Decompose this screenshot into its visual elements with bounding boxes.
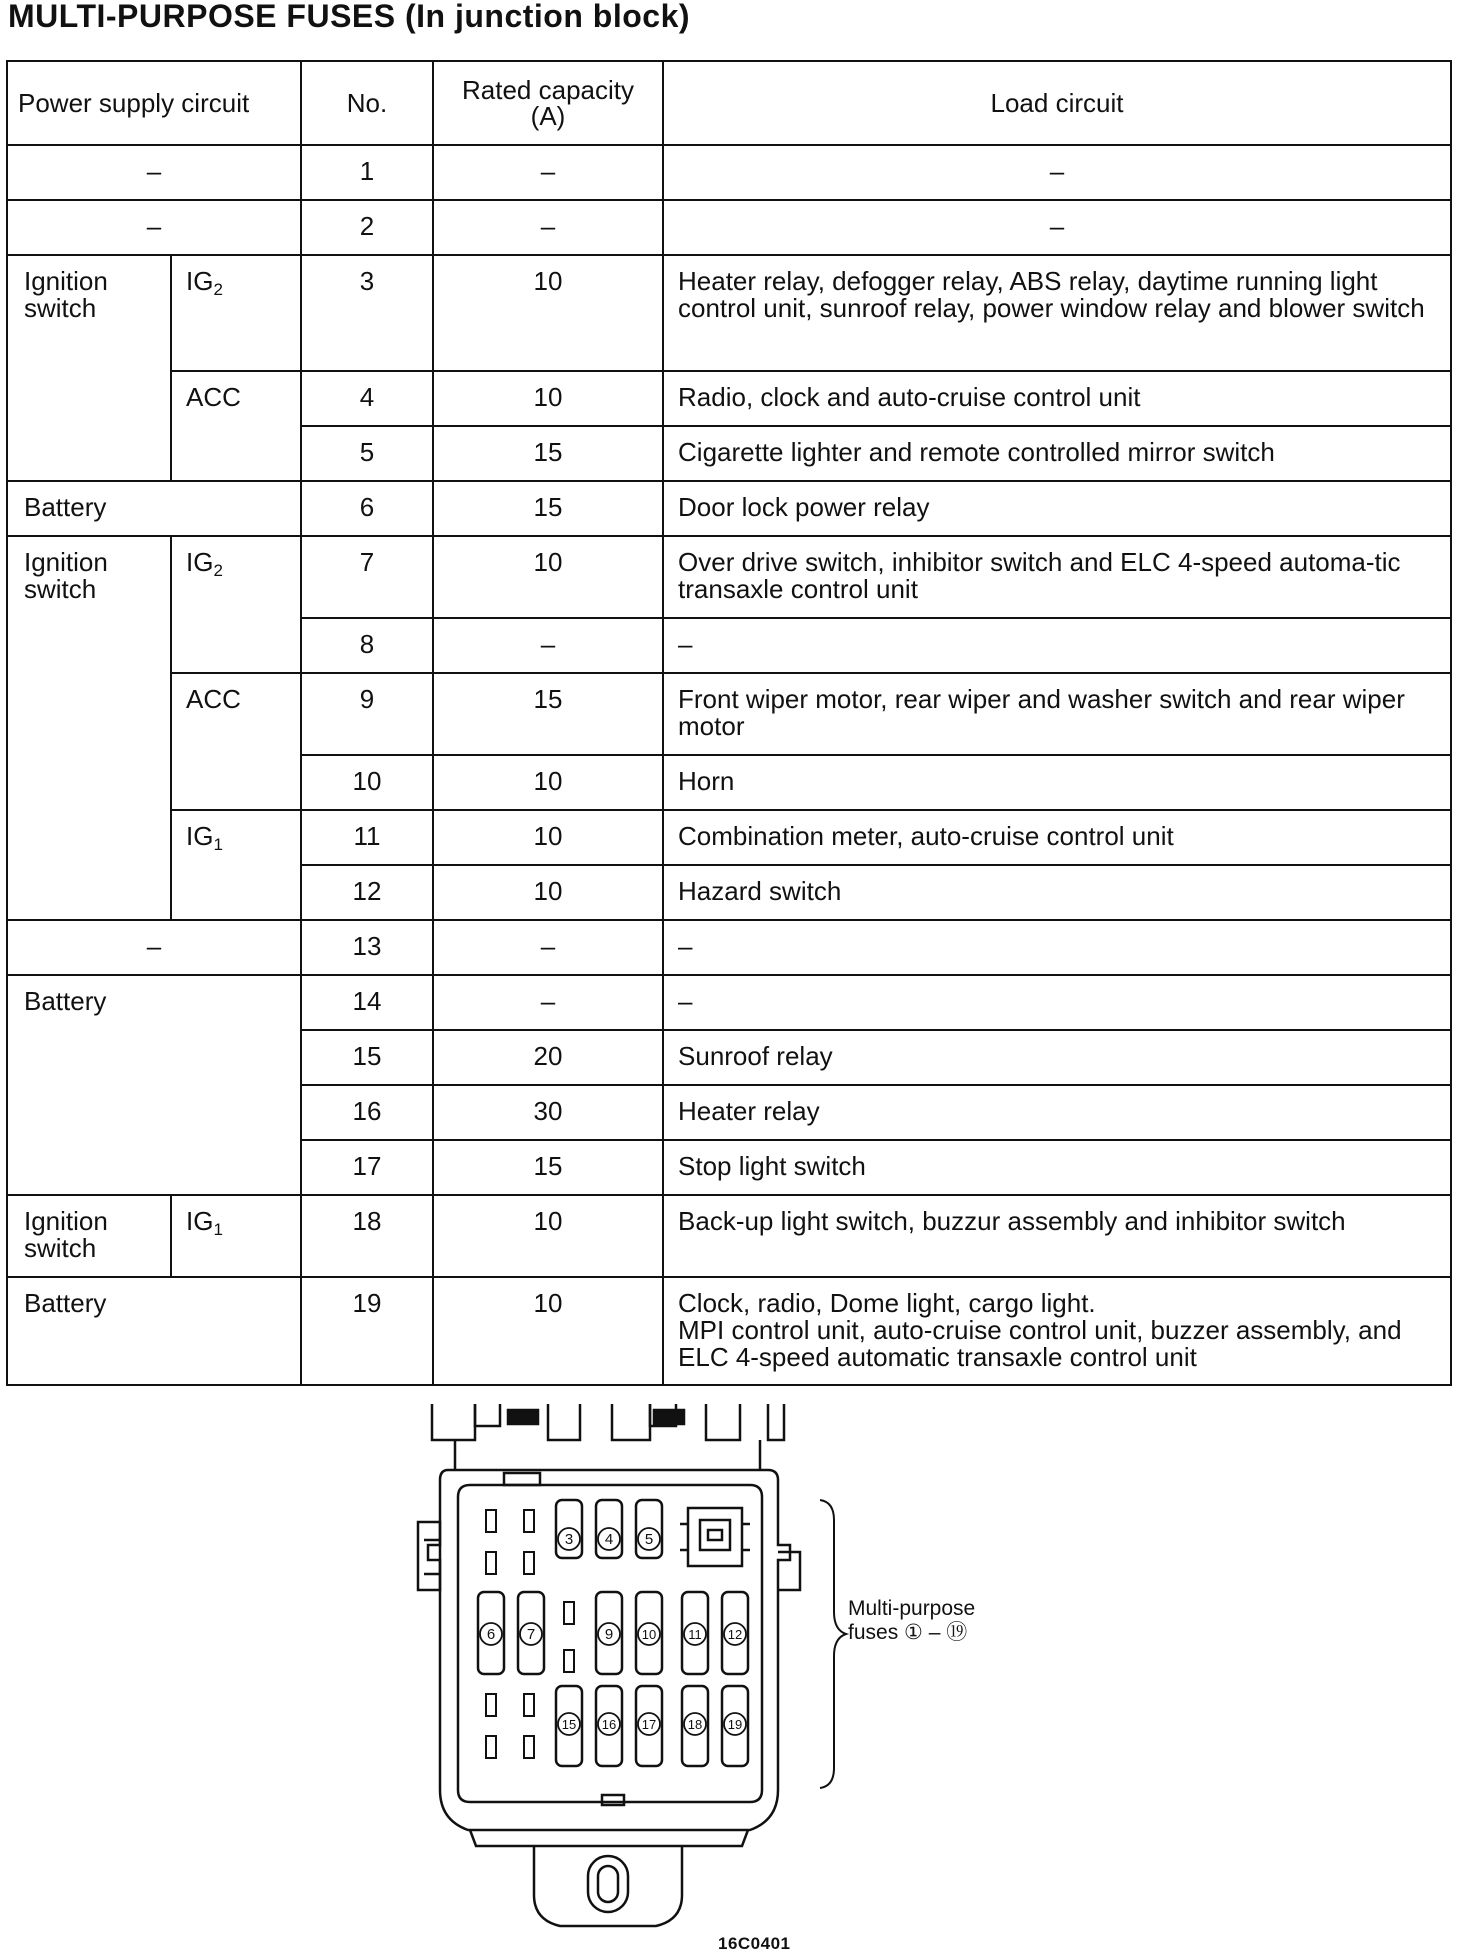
load-cell: Heater relay: [663, 1085, 1451, 1140]
fuse-label: 15: [561, 1717, 577, 1732]
capacity-cell: 15: [433, 426, 663, 481]
capacity-cell: –: [433, 975, 663, 1030]
power-cell: Ignition switch: [7, 536, 171, 920]
load-cell: Over drive switch, inhibitor switch and ELC 4-speed automa-tic transaxle control unit: [663, 536, 1451, 618]
load-cell: –: [663, 200, 1451, 255]
load-cell: Back-up light switch, buzzur assembly and inhibitor switch: [663, 1195, 1451, 1277]
load-cell: Stop light switch: [663, 1140, 1451, 1195]
load-cell: Hazard switch: [663, 865, 1451, 920]
fuse-number: 17: [301, 1140, 433, 1195]
load-cell: –: [663, 618, 1451, 673]
power-cell: –: [7, 145, 301, 200]
power-cell: –: [7, 920, 301, 975]
fuse-label: 5: [644, 1531, 654, 1548]
capacity-cell: 10: [433, 865, 663, 920]
load-cell: Radio, clock and auto-cruise control unit: [663, 371, 1451, 426]
fuse-label: 12: [727, 1627, 743, 1642]
power-cell: Ignition switch: [7, 1195, 171, 1277]
header-no: No.: [301, 61, 433, 145]
fuse-number: 14: [301, 975, 433, 1030]
multi-purpose-fuses-label: Multi-purpose fuses ① – ⑲: [848, 1597, 976, 1644]
header-load-circuit: Load circuit: [663, 61, 1451, 145]
load-cell: Cigarette lighter and remote controlled mirror switch: [663, 426, 1451, 481]
fuse-label: 11: [688, 1627, 702, 1642]
source-cell: ACC: [171, 673, 301, 810]
load-cell: Heater relay, defogger relay, ABS relay, daytime running light control unit, sunroof relay, power window relay and blower switch: [663, 255, 1451, 371]
capacity-cell: –: [433, 618, 663, 673]
figure-code: 16C0401: [718, 1934, 791, 1953]
capacity-cell: –: [433, 200, 663, 255]
fuse-number: 12: [301, 865, 433, 920]
fuse-label: 10: [641, 1627, 657, 1642]
fuse-number: 7: [301, 536, 433, 618]
fuse-number: 4: [301, 371, 433, 426]
capacity-cell: 20: [433, 1030, 663, 1085]
header-rated-capacity: Rated capacity (A): [433, 61, 663, 145]
fuse-number: 8: [301, 618, 433, 673]
load-cell: Clock, radio, Dome light, cargo light. MPI control unit, auto-cruise control unit, buzzer assembly, and ELC 4-speed automatic transaxle control unit: [663, 1277, 1451, 1385]
relay-block: [680, 1508, 750, 1566]
fuse-label: 6: [486, 1626, 496, 1643]
load-cell: –: [663, 920, 1451, 975]
fuse-label: 16: [601, 1717, 617, 1732]
capacity-cell: 10: [433, 810, 663, 865]
fuse-number: 10: [301, 755, 433, 810]
power-cell: Battery: [7, 481, 301, 536]
fuse-number: 6: [301, 481, 433, 536]
load-cell: –: [663, 975, 1451, 1030]
source-cell: ACC: [171, 371, 301, 481]
fuse-label: 18: [687, 1717, 703, 1732]
fuse-label: 4: [604, 1531, 614, 1548]
fuse-number: 5: [301, 426, 433, 481]
power-cell: Ignition switch: [7, 255, 171, 481]
fuse-label: 7: [526, 1626, 536, 1643]
fuse-label: 9: [604, 1626, 614, 1643]
capacity-cell: 15: [433, 1140, 663, 1195]
load-cell: Sunroof relay: [663, 1030, 1451, 1085]
capacity-cell: 15: [433, 481, 663, 536]
fuse-number: 13: [301, 920, 433, 975]
capacity-cell: 10: [433, 1277, 663, 1385]
header-power-supply: Power supply circuit: [7, 61, 301, 145]
capacity-cell: 10: [433, 371, 663, 426]
fuses-brace: [820, 1500, 846, 1788]
power-cell: –: [7, 200, 301, 255]
capacity-cell: 30: [433, 1085, 663, 1140]
capacity-cell: –: [433, 145, 663, 200]
fuse-label: 3: [564, 1531, 574, 1548]
power-cell: Battery: [7, 975, 301, 1195]
fuse-number: 9: [301, 673, 433, 755]
fuse-number: 11: [301, 810, 433, 865]
source-cell: $IG_1$: [171, 1195, 301, 1277]
load-cell: Horn: [663, 755, 1451, 810]
capacity-cell: 10: [433, 1195, 663, 1277]
capacity-cell: 10: [433, 536, 663, 618]
fuse-number: 2: [301, 200, 433, 255]
power-cell: Battery: [7, 1277, 301, 1385]
fuse-number: 18: [301, 1195, 433, 1277]
fuse-label: 17: [641, 1717, 657, 1732]
load-cell: Door lock power relay: [663, 481, 1451, 536]
page-title: MULTI-PURPOSE FUSES (In junction block): [8, 0, 691, 34]
fuse-number: 15: [301, 1030, 433, 1085]
source-cell: $IG_2$: [171, 536, 301, 673]
capacity-cell: –: [433, 920, 663, 975]
source-cell: $IG_2$: [171, 255, 301, 371]
top-connectors: [432, 1404, 784, 1470]
capacity-cell: 10: [433, 755, 663, 810]
load-cell: Combination meter, auto-cruise control unit: [663, 810, 1451, 865]
fuse-number: 16: [301, 1085, 433, 1140]
fuse-number: 1: [301, 145, 433, 200]
load-cell: Front wiper motor, rear wiper and washer switch and rear wiper motor: [663, 673, 1451, 755]
fuse-number: 3: [301, 255, 433, 371]
capacity-cell: 10: [433, 255, 663, 371]
fuse-label: 19: [727, 1717, 743, 1732]
junction-block-housing: [428, 1470, 790, 1830]
capacity-cell: 15: [433, 673, 663, 755]
source-cell: $IG_1$: [171, 810, 301, 920]
fuse-number: 19: [301, 1277, 433, 1385]
load-cell: –: [663, 145, 1451, 200]
